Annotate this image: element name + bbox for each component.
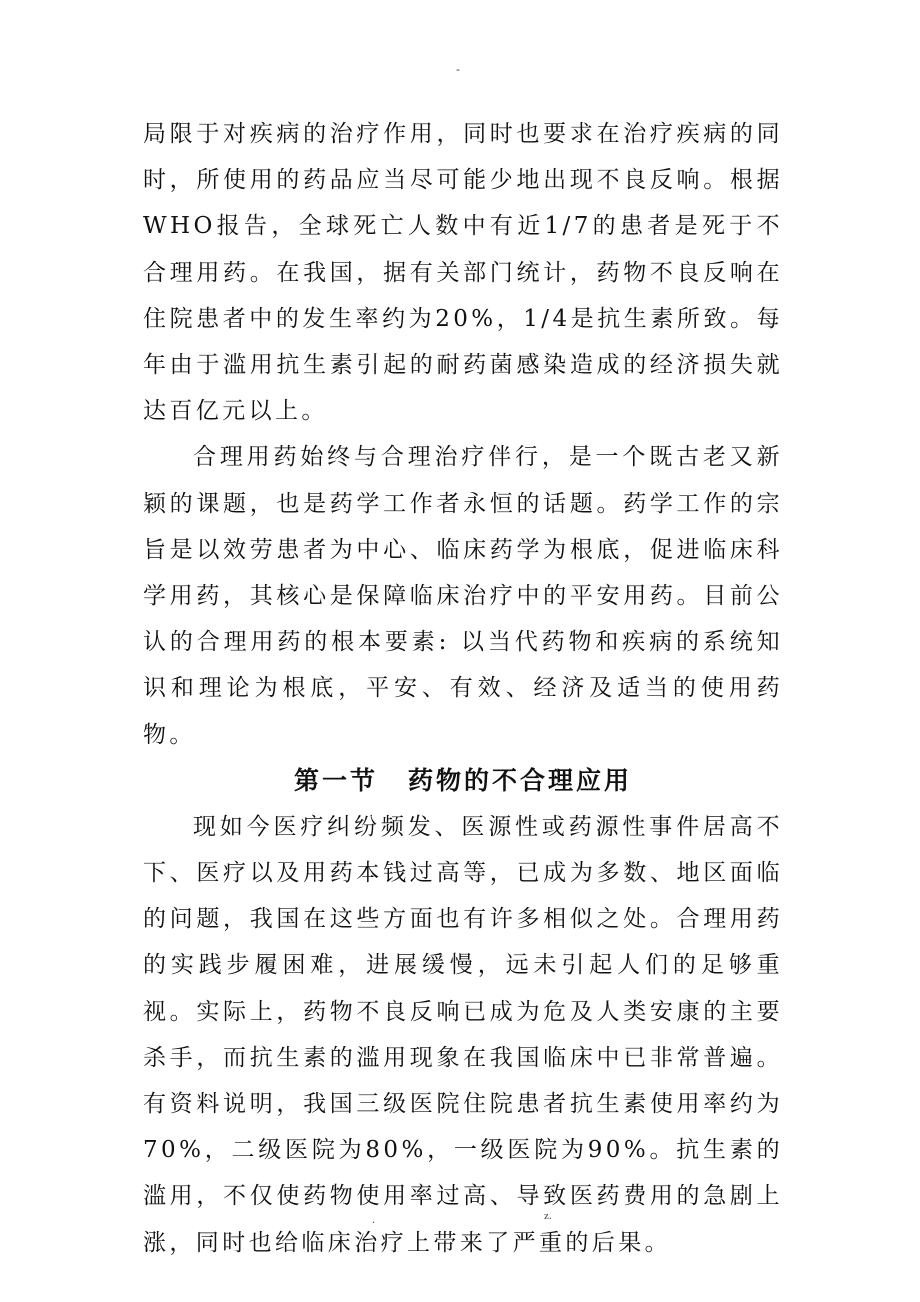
section-heading xyxy=(143,758,783,804)
paragraph-3: 现如今医疗纠纷频发、医源性或药源性事件居高不下、医疗以及用药本钱过高等，已成为多数、地区面临的问题，我国在这些方面也有许多相似之处。合理用药的实践步履困难，进展缓慢，远未引起人们的足够重视。实际上，药物不良反响已成为危及人类安康的主要杀手，而抗生素的滥用现象在我国临床中已非常普遍。有资料说明，我国三级医院住院患者抗生素使用率约为70%，二级医院为80%，一级医院为90%。抗生素的滥用，不仅使药物使用率过高、导致医药费用的急剧上涨，同时也给临床治疗上带来了严重的后果。 xyxy=(143,813,783,1256)
paragraph-1: 局限于对疾病的治疗作用，同时也要求在治疗疾病的同时，所使用的药品应当尽可能少地出现不良反响。根据WHO报告，全球死亡人数中有近1/7的患者是死于不合理用药。在我国，据有关部门统计，药物不良反响在住院患者中的发生率约为20%，1/4是抗生素所致。每年由于滥用抗生素引起的耐药菌感染造成的经济损失就达百亿元以上。 xyxy=(143,121,783,425)
section-title: 药物的不合理应用 xyxy=(408,765,633,795)
footer-left-mark: . xyxy=(372,1212,375,1226)
header-mark: - xyxy=(456,62,460,76)
paragraph-2: 合理用药始终与合理治疗伴行，是一个既古老又新颖的课题，也是药学工作者永恒的话题。药学工作的宗旨是以效劳患者为中心、临床药学为根底，促进临床科学用药，其核心是保障临床治疗中的平安用药。目前公认的合理用药的根本要素: 以当代药物和疾病的系统知识和理论为根底，平安、有效、经济及适当的使用药物。 xyxy=(143,444,783,748)
footer-right-mark: z. xyxy=(544,1210,552,1222)
section-number: 第一节 xyxy=(293,765,378,795)
document-body xyxy=(143,111,783,1266)
